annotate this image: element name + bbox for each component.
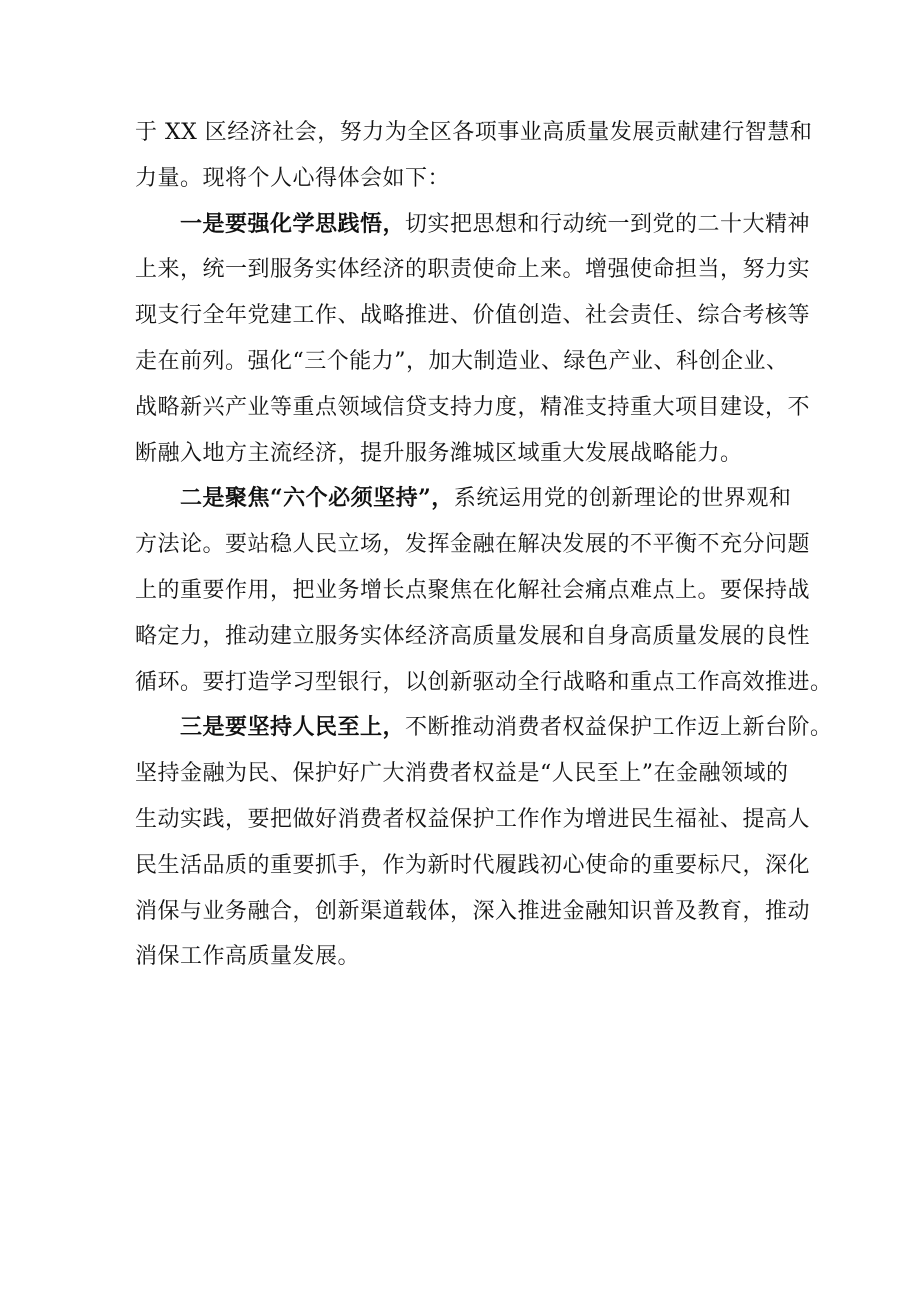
- paragraph-point-two: [135, 476, 833, 705]
- text-line: 循环。要打造学习型银行，以创新驱动全行战略和重点工作高效推进。: [135, 669, 833, 695]
- text-line: 力量。现将个人心得体会如下：: [135, 165, 451, 191]
- paragraph-lead-heading: 二是聚焦“六个必须坚持”，: [180, 485, 454, 512]
- text-line: 现支行全年党建工作、战略推进、价值创造、社会责任、综合考核等: [135, 303, 811, 329]
- text-line: 不断推动消费者权益保护工作迈上新台阶。: [405, 715, 833, 741]
- text-line-first: [135, 202, 811, 248]
- paragraph-intro-continuation: [135, 110, 813, 202]
- text-line: 系统运用党的创新理论的世界观和: [453, 486, 792, 512]
- paragraph-lead-heading: 一是要强化学思践悟，: [180, 210, 406, 237]
- text-line: 上的重要作用，把业务增长点聚焦在化解社会痛点难点上。要保持战: [135, 577, 811, 603]
- text-line: 上来，统一到服务实体经济的职责使命上来。增强使命担当，努力实: [135, 257, 811, 283]
- text-line: 坚持金融为民、保护好广大消费者权益是“人民至上”在金融领域的: [135, 761, 789, 787]
- text-line: 于 XX 区经济社会，努力为全区各项事业高质量发展贡献建行智慧和: [135, 120, 813, 145]
- text-line-first: [135, 476, 805, 522]
- text-line: 方法论。要站稳人民立场，发挥金融在解决发展的不平衡不充分问题: [135, 532, 811, 558]
- text-line: 走在前列。强化“三个能力”，加大制造业、绿色产业、科创企业、: [135, 348, 789, 374]
- text-line-first: [135, 705, 833, 751]
- paragraph-point-one: [135, 202, 811, 477]
- paragraph-lead-heading: 三是要坚持人民至上，: [180, 714, 406, 741]
- text-line: 民生活品质的重要抓手，作为新时代履践初心使命的重要标尺，深化: [135, 852, 811, 878]
- paragraph-point-three: [135, 705, 833, 980]
- text-line: 略定力，推动建立服务实体经济高质量发展和自身高质量发展的良性: [135, 623, 811, 649]
- document-body: [135, 110, 833, 980]
- text-line: 生动实践，要把做好消费者权益保护工作作为增进民生福祉、提高人: [135, 806, 811, 832]
- text-line: 消保与业务融合，创新渠道载体，深入推进金融知识普及教育，推动: [135, 898, 811, 924]
- text-line: 战略新兴产业等重点领域信贷支持力度，精准支持重大项目建设，不: [135, 394, 811, 420]
- text-line: 消保工作高质量发展。: [135, 944, 361, 970]
- text-line: 切实把思想和行动统一到党的二十大精神: [405, 211, 811, 237]
- text-line: 断融入地方主流经济，提升服务潍城区域重大发展战略能力。: [135, 440, 743, 466]
